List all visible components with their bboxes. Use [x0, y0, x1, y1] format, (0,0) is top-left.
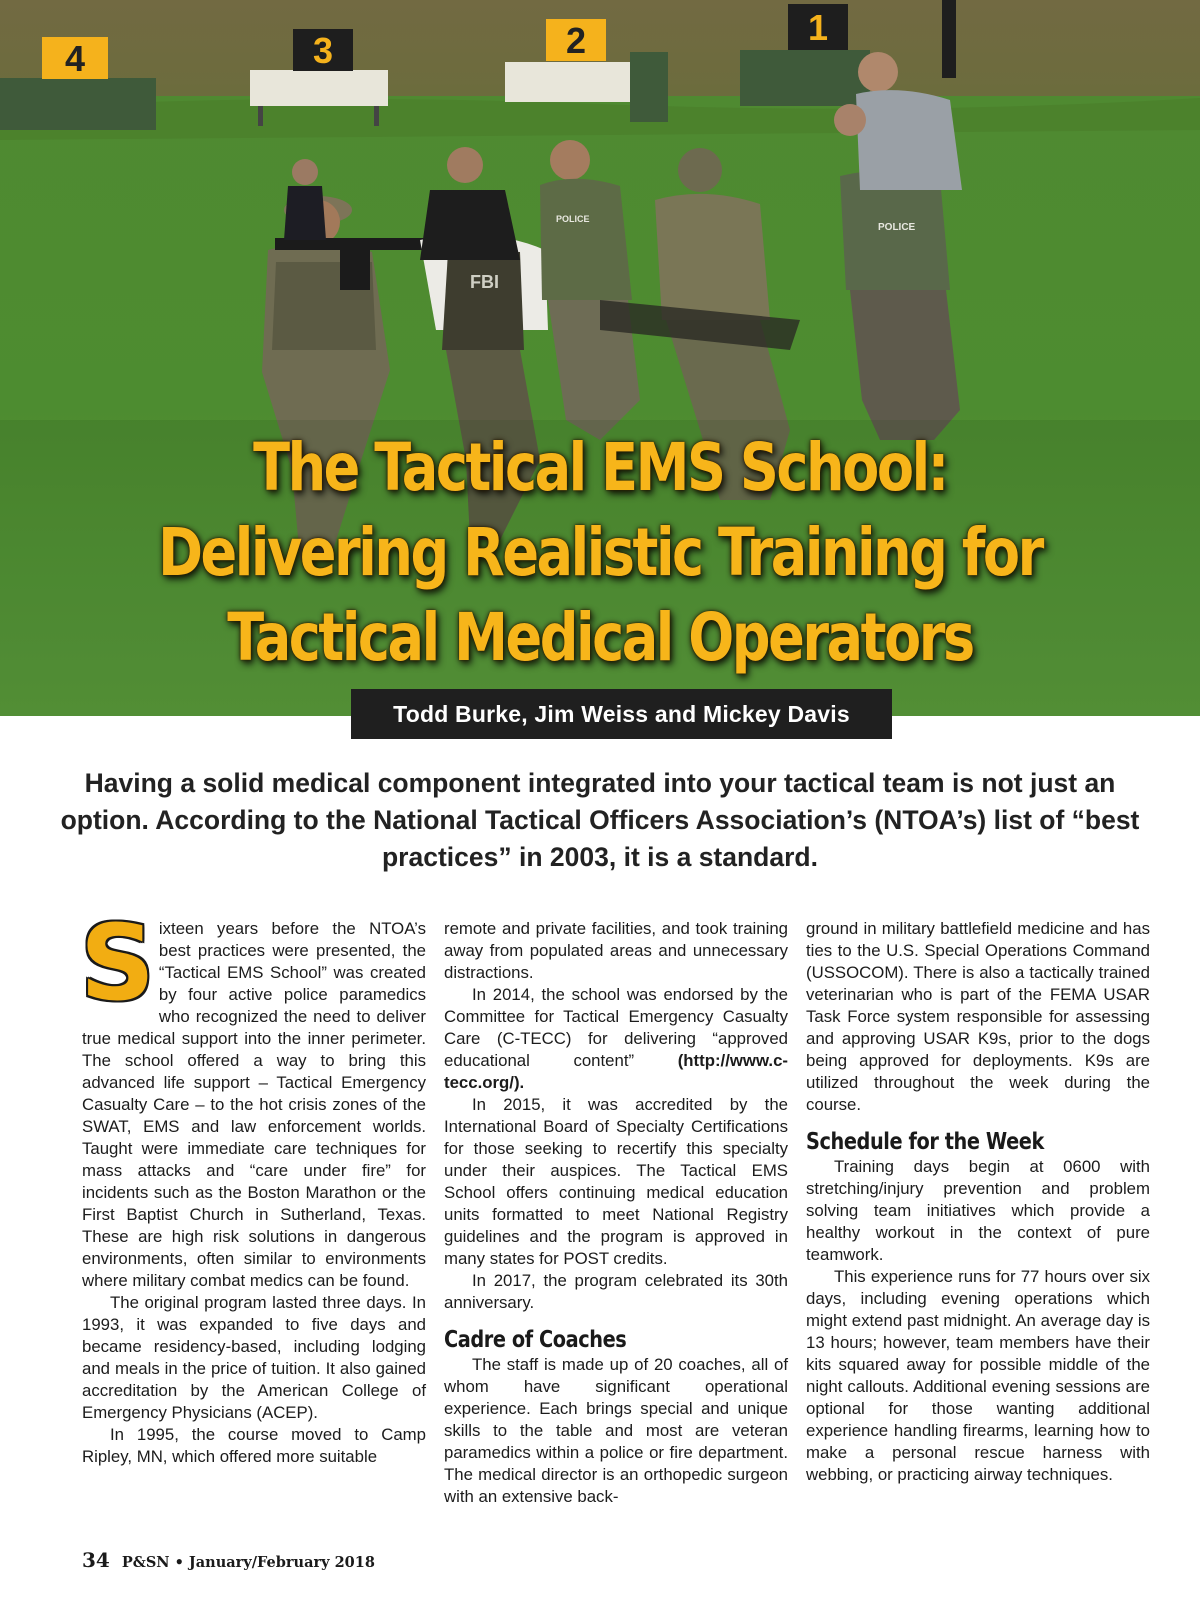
- fbi-vest-label: FBI: [470, 272, 499, 292]
- paragraph: remote and private facilities, and took training away from populated areas and unnecessary distractions.: [444, 919, 788, 982]
- subhead-cadre-of-coaches: Cadre of Coaches: [444, 1327, 627, 1353]
- drop-cap: S: [80, 902, 155, 1024]
- subhead-schedule-for-the-week: Schedule for the Week: [806, 1129, 1044, 1155]
- target-number-4: 4: [64, 38, 86, 79]
- paragraph: This experience runs for 77 hours over six days, including evening operations which might extend past midnight. An average day is 13 hours; however, team members have their kits squared away for possible middle of the night callouts. Additional evening sessions are optional for those wanting additional experience handling firearms, learning how to make a personal rescue harness with webbing, or practicing airway techniques.: [806, 1267, 1150, 1484]
- paragraph: In 2015, it was accredited by the International Board of Specialty Certifications for those seeking to recertify this specialty under their auspices. The Tactical EMS School offers continuing medical education units formatted to meet National Registry guidelines and the program is approved in many states for POST credits.: [444, 1095, 788, 1268]
- headline-line-2: Delivering Realistic Training for: [158, 514, 1042, 591]
- police-vest-label-1: POLICE: [556, 214, 590, 224]
- paragraph-text: ixteen years before the NTOA’s best practices were presented, the “Tactical EMS School” was created by four active police paramedics who recognized the need to deliver true medical support into the inner perimeter. The school offered a way to bring this advanced life support – Tactical Emergency Casualty Care – to the hot crisis zones of the SWAT, EMS and law enforcement worlds. Taught were immediate care techniques for mass attacks and “care under fire” for incidents such as the Boston Marathon or the First Baptist Church in Sutherland, Texas. These are high risk solutions in dangerous environments, often similar to environments where military combat medics can be found.: [82, 919, 426, 1290]
- page-footer: [82, 1548, 375, 1572]
- paragraph: In 2017, the program celebrated its 30th anniversary.: [444, 1271, 788, 1312]
- article-deck: Having a solid medical component integrated into your tactical team is not just an option. According to the National Tactical Officers Association’s (NTOA’s) list of “best practices” in 2003, it is a standard.: [60, 768, 1140, 872]
- article-column-2: [444, 918, 788, 1508]
- paragraph-text: In 2014, the school was endorsed by the Committee for Tactical Emergency Casualty Care (C-TECC) for delivering “approved educational content”: [444, 985, 788, 1070]
- target-number-1: 1: [807, 7, 829, 48]
- paragraph: In 1995, the course moved to Camp Ripley, MN, which offered more suitable: [82, 1425, 426, 1466]
- author-byline: Todd Burke, Jim Weiss and Mickey Davis: [351, 689, 892, 739]
- headline-line-3: Tactical Medical Operators: [227, 599, 973, 676]
- paragraph: [444, 984, 788, 1094]
- paragraph: [80, 902, 426, 1292]
- ctecc-link[interactable]: (http://www.c-tecc.org/).: [444, 1051, 788, 1092]
- article-column-3: [806, 918, 1150, 1486]
- paragraph: The staff is made up of 20 coaches, all of whom have significant operational experience. Each brings special and unique skills to the table and most are veteran paramedics within a police or fire department. The medical director is an orthopedic surgeon with an extensive back-: [444, 1355, 788, 1506]
- target-number-2: 2: [565, 20, 587, 61]
- publication-info: P&SN • January/February 2018: [121, 1554, 375, 1571]
- paragraph: ground in military battlefield medicine and has ties to the U.S. Special Operations Command (USSOCOM). There is also a tactically trained veterinarian who is part of the FEMA USAR Task Force system responsible for assessing and approving USAR K9s, prior to the dogs being approved for deployments. K9s are utilized throughout the week during the course.: [806, 919, 1150, 1114]
- hero-photo: [0, 0, 1200, 716]
- headline-line-1: The Tactical EMS School:: [253, 429, 947, 506]
- article-column-1: [80, 902, 426, 1468]
- target-number-3: 3: [312, 30, 334, 71]
- paragraph: Training days begin at 0600 with stretching/injury prevention and problem solving team initiatives which provide a healthy workout in the context of pure teamwork.: [806, 1157, 1150, 1264]
- page-number: 34: [82, 1548, 110, 1572]
- paragraph: The original program lasted three days. In 1993, it was expanded to five days and became residency-based, including lodging and meals in the price of tuition. It also gained accreditation by the American College of Emergency Physicians (ACEP).: [82, 1293, 426, 1422]
- police-vest-label-2: POLICE: [878, 222, 916, 233]
